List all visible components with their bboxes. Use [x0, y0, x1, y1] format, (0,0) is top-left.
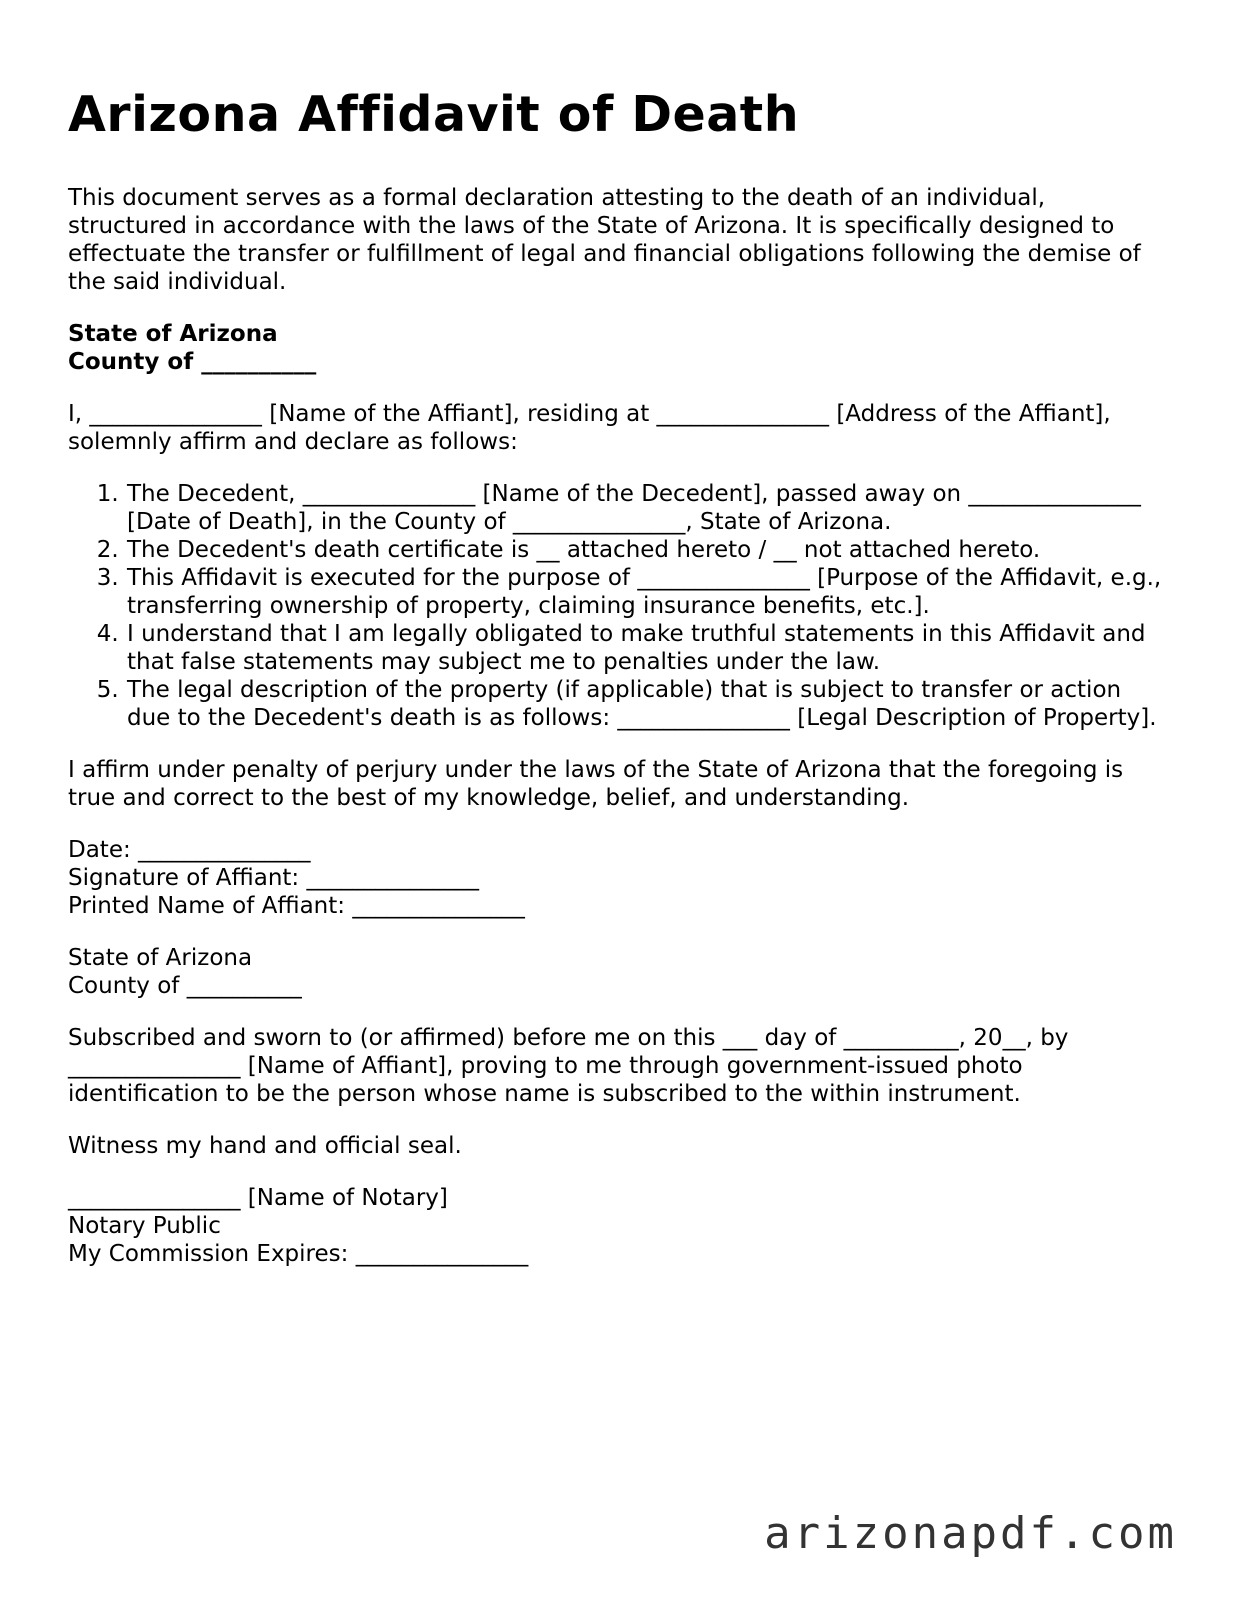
list-item: 4. I understand that I am legally obligated to make truthful statements in this Affidavit and that false statements may subject me to penalties under the law. — [126, 620, 1168, 676]
witness-line: Witness my hand and official seal. — [68, 1133, 462, 1159]
list-item: 1. The Decedent, _______________ [Name of the Decedent], passed away on _______________ [Date of Death], in the County of _______________, State of Arizona. — [126, 480, 1168, 536]
notary-block — [68, 1184, 1168, 1268]
notary-venue-county: County of __________ — [68, 973, 302, 999]
list-item: 5. The legal description of the property (if applicable) that is subject to transfer or action due to the Decedent's death is as follows: _______________ [Legal Description of Property]. — [126, 676, 1168, 732]
notary-venue-state: State of Arizona — [68, 945, 253, 971]
declaration-list — [68, 480, 1168, 732]
signature-line: Signature of Affiant: _______________ — [68, 865, 479, 891]
document-page — [68, 80, 1168, 1292]
notary-name-line: _______________ [Name of Notary] — [68, 1185, 448, 1211]
venue-county: County of __________ — [68, 349, 317, 375]
list-item: 2. The Decedent's death certificate is __ attached hereto / __ not attached hereto. — [126, 536, 1168, 564]
date-line: Date: _______________ — [68, 837, 311, 863]
site-watermark: arizonapdf.com — [764, 1508, 1177, 1559]
venue-state: State of Arizona — [68, 321, 278, 347]
jurat-paragraph: Subscribed and sworn to (or affirmed) before me on this ___ day of __________, 20__, by _______________ [Name of Affiant], proving to me through government-issued photo identification to be the person whose name is subscribed to the within instrument. — [68, 1025, 1069, 1107]
signature-block — [68, 836, 1168, 920]
list-item: 3. This Affidavit is executed for the purpose of _______________ [Purpose of the Affidavit, e.g., transferring ownership of property, claiming insurance benefits, etc.]. — [126, 564, 1168, 620]
document-title: Arizona Affidavit of Death — [68, 86, 800, 143]
affiant-statement: I, _______________ [Name of the Affiant], residing at _______________ [Address of the Affiant], solemnly affirm and declare as follows: — [68, 401, 1111, 455]
printed-name-line: Printed Name of Affiant: _______________ — [68, 893, 525, 919]
intro-paragraph: This document serves as a formal declaration attesting to the death of an individual, structured in accordance with the laws of the State of Arizona. It is specifically designed to effectuate the transfer or fulfillment of legal and financial obligations following the demise of the said individual. — [68, 185, 1141, 295]
notary-venue — [68, 944, 1168, 1000]
notary-title: Notary Public — [68, 1213, 221, 1239]
venue-heading — [68, 320, 1168, 376]
affirmation-paragraph: I affirm under penalty of perjury under the laws of the State of Arizona that the foregoing is true and correct to the best of my knowledge, belief, and understanding. — [68, 757, 1124, 811]
commission-expires-line: My Commission Expires: _______________ — [68, 1241, 529, 1267]
